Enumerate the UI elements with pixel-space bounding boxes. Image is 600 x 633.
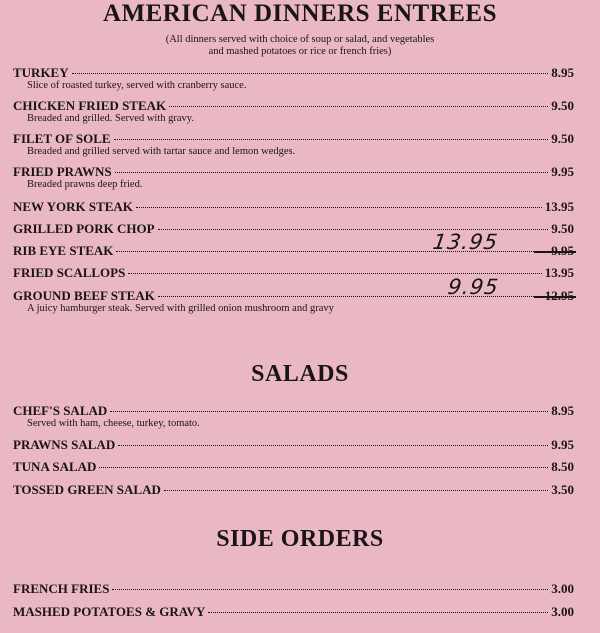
- item-description: A juicy hamburger steak. Served with grilled onion mushroom and gravy: [27, 303, 334, 314]
- item-name: FILET OF SOLE: [13, 131, 111, 146]
- dot-leader: [128, 273, 541, 274]
- item-price: 3.50: [551, 482, 574, 497]
- item-name: TUNA SALAD: [13, 459, 97, 474]
- entrees-title: AMERICAN DINNERS ENTREES: [102, 0, 497, 27]
- price-strikethrough: [534, 251, 576, 253]
- item-name: GROUND BEEF STEAK: [13, 288, 155, 303]
- item-price-crossed-out: 12.95: [544, 288, 574, 303]
- item-price: 9.95: [551, 164, 574, 179]
- item-price: 3.00: [551, 581, 574, 596]
- menu-item-prawns-salad: [13, 437, 574, 453]
- menu-item-chefs-salad: [13, 403, 574, 419]
- handwritten-price: 13.95: [431, 230, 500, 254]
- handwritten-price: 9.95: [446, 275, 501, 299]
- item-price: 8.95: [551, 65, 574, 80]
- menu-item-new-york-steak: [13, 199, 574, 215]
- item-price: 3.00: [551, 604, 574, 619]
- side-orders-title: SIDE ORDERS: [216, 526, 384, 552]
- salads-title: SALADS: [251, 361, 349, 387]
- dot-leader: [99, 467, 548, 468]
- menu-item-tuna-salad: [13, 459, 574, 475]
- entrees-subtitle-line1: (All dinners served with choice of soup or salad, and vegetables: [165, 34, 435, 45]
- menu-item-tossed-green-salad: [13, 482, 574, 498]
- item-price: 13.95: [544, 199, 574, 214]
- item-price: 9.50: [551, 98, 574, 113]
- item-description: Slice of roasted turkey, served with cranberry sauce.: [27, 80, 247, 91]
- dot-leader: [72, 73, 549, 74]
- entrees-subtitle-line2: and mashed potatoes or rice or french fries): [208, 46, 392, 57]
- entrees-subtitle: [0, 34, 600, 58]
- item-description: Breaded and grilled served with tartar sauce and lemon wedges.: [27, 146, 296, 157]
- dot-leader: [208, 612, 548, 613]
- dot-leader: [136, 207, 542, 208]
- dot-leader: [169, 106, 548, 107]
- item-price: 9.50: [551, 221, 574, 236]
- dot-leader: [112, 589, 548, 590]
- item-name: NEW YORK STEAK: [13, 199, 133, 214]
- item-price: 8.50: [551, 459, 574, 474]
- item-price: 8.95: [551, 403, 574, 418]
- item-name: TURKEY: [13, 65, 69, 80]
- item-name: MASHED POTATOES & GRAVY: [13, 604, 206, 619]
- item-name: PRAWNS SALAD: [13, 437, 116, 452]
- menu-item-mashed-potatoes-gravy: [13, 604, 574, 620]
- dot-leader: [118, 445, 548, 446]
- dot-leader: [114, 139, 549, 140]
- dot-leader: [164, 490, 548, 491]
- item-name: RIB EYE STEAK: [13, 243, 114, 258]
- dot-leader: [110, 411, 548, 412]
- item-name: GRILLED PORK CHOP: [13, 221, 155, 236]
- menu-item-chicken-fried-steak: [13, 98, 574, 114]
- item-price: 9.95: [551, 437, 574, 452]
- item-name: FRIED PRAWNS: [13, 164, 112, 179]
- item-name: FRIED SCALLOPS: [13, 265, 126, 280]
- item-name: FRENCH FRIES: [13, 581, 110, 596]
- item-price-crossed-out: 9.95: [551, 243, 574, 258]
- dot-leader: [115, 172, 549, 173]
- menu-item-french-fries: [13, 581, 574, 597]
- item-name: CHEF'S SALAD: [13, 403, 108, 418]
- menu-item-fried-prawns: [13, 164, 574, 180]
- menu-item-filet-of-sole: [13, 131, 574, 147]
- item-name: TOSSED GREEN SALAD: [13, 482, 161, 497]
- item-price: 13.95: [544, 265, 574, 280]
- item-description: Breaded prawns deep fried.: [27, 179, 143, 190]
- item-name: CHICKEN FRIED STEAK: [13, 98, 167, 113]
- item-description: Breaded and grilled. Served with gravy.: [27, 113, 194, 124]
- price-strikethrough: [534, 296, 576, 298]
- item-price: 9.50: [551, 131, 574, 146]
- menu-item-turkey: [13, 65, 574, 81]
- item-description: Served with ham, cheese, turkey, tomato.: [27, 418, 200, 429]
